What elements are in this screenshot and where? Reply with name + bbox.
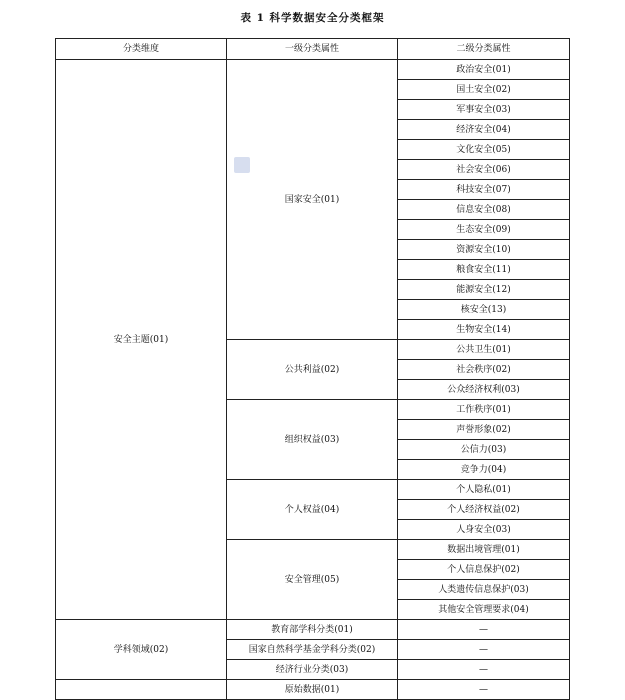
level2-cell: 社会秩序(02) <box>398 360 570 380</box>
level2-cell: 人类遗传信息保护(03) <box>398 580 570 600</box>
table-row <box>56 60 570 80</box>
level2-cell: 政治安全(01) <box>398 60 570 80</box>
level1-cell: 教育部学科分类(01) <box>227 620 398 640</box>
level2-cell: 竞争力(04) <box>398 460 570 480</box>
level1-cell: 经济行业分类(03) <box>227 660 398 680</box>
level2-cell: 粮食安全(11) <box>398 260 570 280</box>
level1-cell: 个人权益(04) <box>227 480 398 540</box>
level2-cell: 军事安全(03) <box>398 100 570 120</box>
classification-table <box>55 38 570 700</box>
level1-cell: 安全管理(05) <box>227 540 398 620</box>
level2-cell: 国土安全(02) <box>398 80 570 100</box>
level2-cell: 声誉形象(02) <box>398 420 570 440</box>
level2-cell: 文化安全(05) <box>398 140 570 160</box>
level2-cell: 个人信息保护(02) <box>398 560 570 580</box>
level1-cell: 国家安全(01) <box>227 60 398 340</box>
level2-cell: 工作秩序(01) <box>398 400 570 420</box>
level2-cell: — <box>398 680 570 700</box>
level2-cell: 核安全(13) <box>398 300 570 320</box>
dimension-cell: 安全主题(01) <box>56 60 227 620</box>
level2-cell: 个人隐私(01) <box>398 480 570 500</box>
header-level1: 一级分类属性 <box>227 39 398 60</box>
level2-cell: 公众经济权利(03) <box>398 380 570 400</box>
watermark-icon <box>234 157 250 173</box>
level2-cell: 人身安全(03) <box>398 520 570 540</box>
dimension-cell: 学科领域(02) <box>56 620 227 680</box>
header-level2: 二级分类属性 <box>398 39 570 60</box>
level2-cell: — <box>398 620 570 640</box>
dimension-cell <box>56 680 227 700</box>
level2-cell: — <box>398 660 570 680</box>
level2-cell: 数据出境管理(01) <box>398 540 570 560</box>
level2-cell: 经济安全(04) <box>398 120 570 140</box>
table-caption: 表 1 科学数据安全分类框架 <box>240 12 385 24</box>
level2-cell: 信息安全(08) <box>398 200 570 220</box>
header-row <box>56 39 570 60</box>
level1-cell: 国家自然科学基金学科分类(02) <box>227 640 398 660</box>
level2-cell: 社会安全(06) <box>398 160 570 180</box>
level1-cell: 原始数据(01) <box>227 680 398 700</box>
table-body <box>56 60 570 700</box>
level2-cell: 公共卫生(01) <box>398 340 570 360</box>
level2-cell: 生态安全(09) <box>398 220 570 240</box>
level2-cell: 科技安全(07) <box>398 180 570 200</box>
table-row <box>56 620 570 640</box>
level2-cell: 能源安全(12) <box>398 280 570 300</box>
level1-cell: 组织权益(03) <box>227 400 398 480</box>
header-dimension: 分类维度 <box>56 39 227 60</box>
level1-cell: 公共利益(02) <box>227 340 398 400</box>
table-row <box>56 680 570 700</box>
level2-cell: 公信力(03) <box>398 440 570 460</box>
level2-cell: 其他安全管理要求(04) <box>398 600 570 620</box>
level2-cell: 生物安全(14) <box>398 320 570 340</box>
level2-cell: 个人经济权益(02) <box>398 500 570 520</box>
level2-cell: — <box>398 640 570 660</box>
level2-cell: 资源安全(10) <box>398 240 570 260</box>
